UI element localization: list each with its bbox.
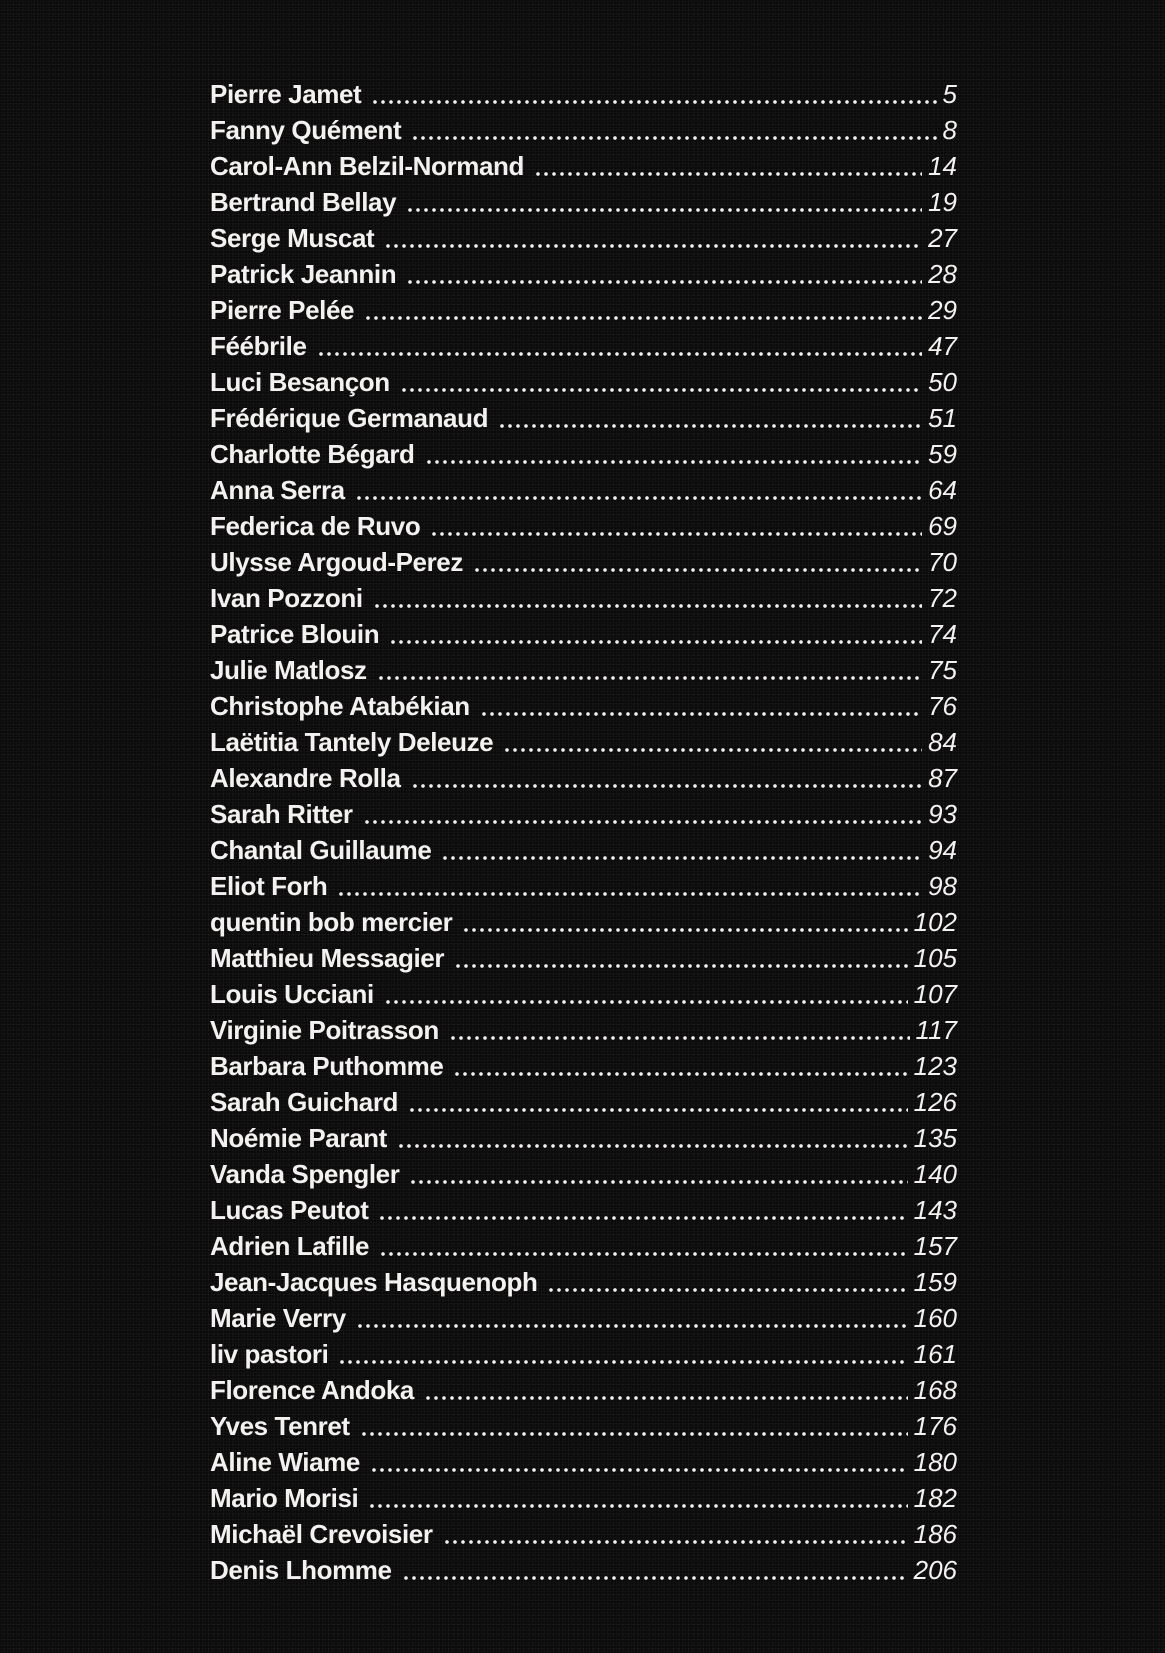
dot-leader xyxy=(377,676,922,680)
toc-entry-author: Carol-Ann Belzil-Normand xyxy=(210,151,524,181)
toc-entry-page-number: 143 xyxy=(913,1195,957,1225)
toc-entry xyxy=(210,1480,957,1516)
toc-entry-author: Julie Matlosz xyxy=(210,655,367,685)
toc-entry xyxy=(210,940,957,976)
toc-entry xyxy=(210,904,957,940)
toc-entry-page-number: 157 xyxy=(913,1231,957,1261)
toc-entry xyxy=(210,292,957,328)
toc-entry-author: Aline Wiame xyxy=(210,1447,360,1477)
toc-entry-author: Chantal Guillaume xyxy=(210,835,432,865)
toc-entry-page-number: 94 xyxy=(928,835,957,865)
dot-leader xyxy=(402,1576,908,1580)
dot-leader xyxy=(378,1216,907,1220)
toc-entry-page-number: 159 xyxy=(913,1267,957,1297)
toc-entry xyxy=(210,1408,957,1444)
toc-entry-page-number: 72 xyxy=(928,583,957,613)
toc-entry-author: liv pastori xyxy=(210,1339,329,1369)
toc-entry xyxy=(210,220,957,256)
toc-entry xyxy=(210,652,957,688)
dot-leader xyxy=(430,532,922,536)
toc-entry-page-number: 8 xyxy=(942,115,957,145)
dot-leader xyxy=(425,460,923,464)
dot-leader xyxy=(534,172,922,176)
dot-leader xyxy=(406,280,922,284)
toc-entry xyxy=(210,184,957,220)
toc-entry xyxy=(210,724,957,760)
dot-leader xyxy=(384,244,922,248)
toc-entry-author: Féébrile xyxy=(210,331,307,361)
dot-leader xyxy=(360,1432,908,1436)
dot-leader xyxy=(317,352,923,356)
dot-leader xyxy=(397,1144,908,1148)
toc-entry-author: Federica de Ruvo xyxy=(210,511,421,541)
toc-entry-page-number: 117 xyxy=(915,1015,957,1045)
toc-entry xyxy=(210,1516,957,1552)
toc-entry xyxy=(210,1300,957,1336)
dot-leader xyxy=(498,424,922,428)
dot-leader xyxy=(338,1360,907,1364)
toc-entry xyxy=(210,544,957,580)
toc-entry-author: Bertrand Bellay xyxy=(210,187,397,217)
toc-entry xyxy=(210,400,957,436)
toc-entry xyxy=(210,472,957,508)
toc-entry xyxy=(210,580,957,616)
toc-entry xyxy=(210,1372,957,1408)
toc-entry-author: Sarah Guichard xyxy=(210,1087,399,1117)
toc-entry-author: Pierre Jamet xyxy=(210,79,362,109)
toc-entry xyxy=(210,436,957,472)
toc-entry xyxy=(210,1444,957,1480)
toc-entry-author: Anna Serra xyxy=(210,475,345,505)
toc-entry xyxy=(210,1156,957,1192)
dot-leader xyxy=(363,820,922,824)
toc-entry-author: Barbara Puthomme xyxy=(210,1051,444,1081)
toc-entry-page-number: 140 xyxy=(913,1159,957,1189)
toc-entry xyxy=(210,508,957,544)
toc-entry-page-number: 98 xyxy=(928,871,957,901)
toc-entry-author: Serge Muscat xyxy=(210,223,375,253)
toc-entry-page-number: 29 xyxy=(928,295,957,325)
toc-entry-author: Yves Tenret xyxy=(210,1411,350,1441)
toc-entry-page-number: 74 xyxy=(928,619,957,649)
toc-entry xyxy=(210,256,957,292)
table-of-contents xyxy=(210,76,957,1588)
toc-entry-author: Mario Morisi xyxy=(210,1483,359,1513)
toc-entry xyxy=(210,1120,957,1156)
dot-leader xyxy=(406,208,922,212)
toc-entry-author: Florence Andoka xyxy=(210,1375,414,1405)
toc-entry xyxy=(210,1552,957,1588)
toc-entry xyxy=(210,112,957,148)
dot-leader xyxy=(503,748,922,752)
toc-entry-author: Matthieu Messagier xyxy=(210,943,445,973)
toc-entry-author: Sarah Ritter xyxy=(210,799,353,829)
toc-entry-author: Lucas Peutot xyxy=(210,1195,369,1225)
toc-entry-page-number: 123 xyxy=(913,1051,957,1081)
toc-entry xyxy=(210,328,957,364)
toc-entry-page-number: 93 xyxy=(928,799,957,829)
dot-leader xyxy=(443,1540,908,1544)
toc-entry-page-number: 87 xyxy=(928,763,957,793)
toc-entry-author: quentin bob mercier xyxy=(210,907,453,937)
dot-leader xyxy=(480,712,922,716)
toc-entry xyxy=(210,796,957,832)
toc-entry-page-number: 19 xyxy=(928,187,957,217)
toc-entry xyxy=(210,688,957,724)
toc-entry-author: Ivan Pozzoni xyxy=(210,583,363,613)
toc-entry-page-number: 69 xyxy=(928,511,957,541)
toc-entry xyxy=(210,1192,957,1228)
toc-entry-author: Patrick Jeannin xyxy=(210,259,397,289)
toc-entry-page-number: 102 xyxy=(913,907,957,937)
toc-entry-author: Fanny Quément xyxy=(210,115,402,145)
toc-entry-author: Frédérique Germanaud xyxy=(210,403,489,433)
toc-entry-page-number: 180 xyxy=(913,1447,957,1477)
toc-entry-page-number: 64 xyxy=(928,475,957,505)
dot-leader xyxy=(400,388,922,392)
toc-entry-page-number: 107 xyxy=(913,979,957,1009)
toc-entry xyxy=(210,148,957,184)
toc-entry-page-number: 126 xyxy=(913,1087,957,1117)
toc-entry-author: Ulysse Argoud-Perez xyxy=(210,547,463,577)
dot-leader xyxy=(462,928,907,932)
dot-leader xyxy=(408,1108,908,1112)
dot-leader xyxy=(453,1072,907,1076)
toc-entry-page-number: 14 xyxy=(928,151,957,181)
toc-entry-author: Christophe Atabékian xyxy=(210,691,470,721)
dot-leader xyxy=(356,1324,908,1328)
toc-entry-page-number: 70 xyxy=(928,547,957,577)
toc-entry-page-number: 47 xyxy=(928,331,957,361)
toc-entry-page-number: 135 xyxy=(913,1123,957,1153)
toc-entry-page-number: 50 xyxy=(928,367,957,397)
toc-entry-author: Patrice Blouin xyxy=(210,619,380,649)
toc-entry-author: Charlotte Bégard xyxy=(210,439,415,469)
toc-entry xyxy=(210,760,957,796)
dot-leader xyxy=(411,136,936,140)
toc-entry xyxy=(210,364,957,400)
toc-entry-author: Michaël Crevoisier xyxy=(210,1519,433,1549)
toc-entry-page-number: 186 xyxy=(913,1519,957,1549)
dot-leader xyxy=(368,1504,907,1508)
toc-entry xyxy=(210,1228,957,1264)
toc-entry-author: Alexandre Rolla xyxy=(210,763,401,793)
toc-entry-author: Louis Ucciani xyxy=(210,979,374,1009)
toc-entry-page-number: 206 xyxy=(913,1555,957,1585)
toc-entry-author: Virginie Poitrasson xyxy=(210,1015,439,1045)
toc-entry xyxy=(210,868,957,904)
toc-entry xyxy=(210,1336,957,1372)
toc-entry-page-number: 182 xyxy=(913,1483,957,1513)
toc-entry xyxy=(210,1012,957,1048)
toc-entry-author: Luci Besançon xyxy=(210,367,390,397)
toc-entry xyxy=(210,976,957,1012)
toc-entry-page-number: 168 xyxy=(913,1375,957,1405)
dot-leader xyxy=(409,1180,907,1184)
dot-leader xyxy=(547,1288,907,1292)
toc-entry-page-number: 27 xyxy=(928,223,957,253)
toc-entry-page-number: 176 xyxy=(913,1411,957,1441)
dot-leader xyxy=(337,892,922,896)
dot-leader xyxy=(373,604,922,608)
toc-entry xyxy=(210,76,957,112)
dot-leader xyxy=(473,568,922,572)
toc-entry-page-number: 28 xyxy=(928,259,957,289)
toc-entry-page-number: 161 xyxy=(913,1339,957,1369)
toc-entry-author: Jean-Jacques Hasquenoph xyxy=(210,1267,538,1297)
dot-leader xyxy=(384,1000,908,1004)
toc-entry-author: Marie Verry xyxy=(210,1303,346,1333)
dot-leader xyxy=(441,856,922,860)
toc-entry-page-number: 75 xyxy=(928,655,957,685)
toc-entry-author: Eliot Forh xyxy=(210,871,328,901)
toc-entry-page-number: 51 xyxy=(928,403,957,433)
toc-entry-page-number: 76 xyxy=(928,691,957,721)
dot-leader xyxy=(355,496,922,500)
dot-leader xyxy=(371,100,936,104)
dot-leader xyxy=(379,1252,908,1256)
toc-entry-author: Adrien Lafille xyxy=(210,1231,370,1261)
toc-entry xyxy=(210,1084,957,1120)
toc-entry-page-number: 84 xyxy=(928,727,957,757)
toc-entry xyxy=(210,616,957,652)
toc-entry-author: Vanda Spengler xyxy=(210,1159,400,1189)
toc-entry-author: Pierre Pelée xyxy=(210,295,355,325)
toc-entry-page-number: 105 xyxy=(913,943,957,973)
dot-leader xyxy=(449,1036,910,1040)
dot-leader xyxy=(411,784,923,788)
toc-entry-author: Laëtitia Tantely Deleuze xyxy=(210,727,494,757)
toc-entry xyxy=(210,1048,957,1084)
toc-entry-page-number: 5 xyxy=(942,79,957,109)
toc-entry xyxy=(210,832,957,868)
dot-leader xyxy=(389,640,922,644)
dot-leader xyxy=(370,1468,908,1472)
dot-leader xyxy=(364,316,922,320)
toc-entry-author: Denis Lhomme xyxy=(210,1555,392,1585)
toc-entry-page-number: 59 xyxy=(928,439,957,469)
dot-leader xyxy=(424,1396,908,1400)
toc-entry xyxy=(210,1264,957,1300)
dot-leader xyxy=(454,964,908,968)
toc-entry-page-number: 160 xyxy=(913,1303,957,1333)
toc-entry-author: Noémie Parant xyxy=(210,1123,387,1153)
